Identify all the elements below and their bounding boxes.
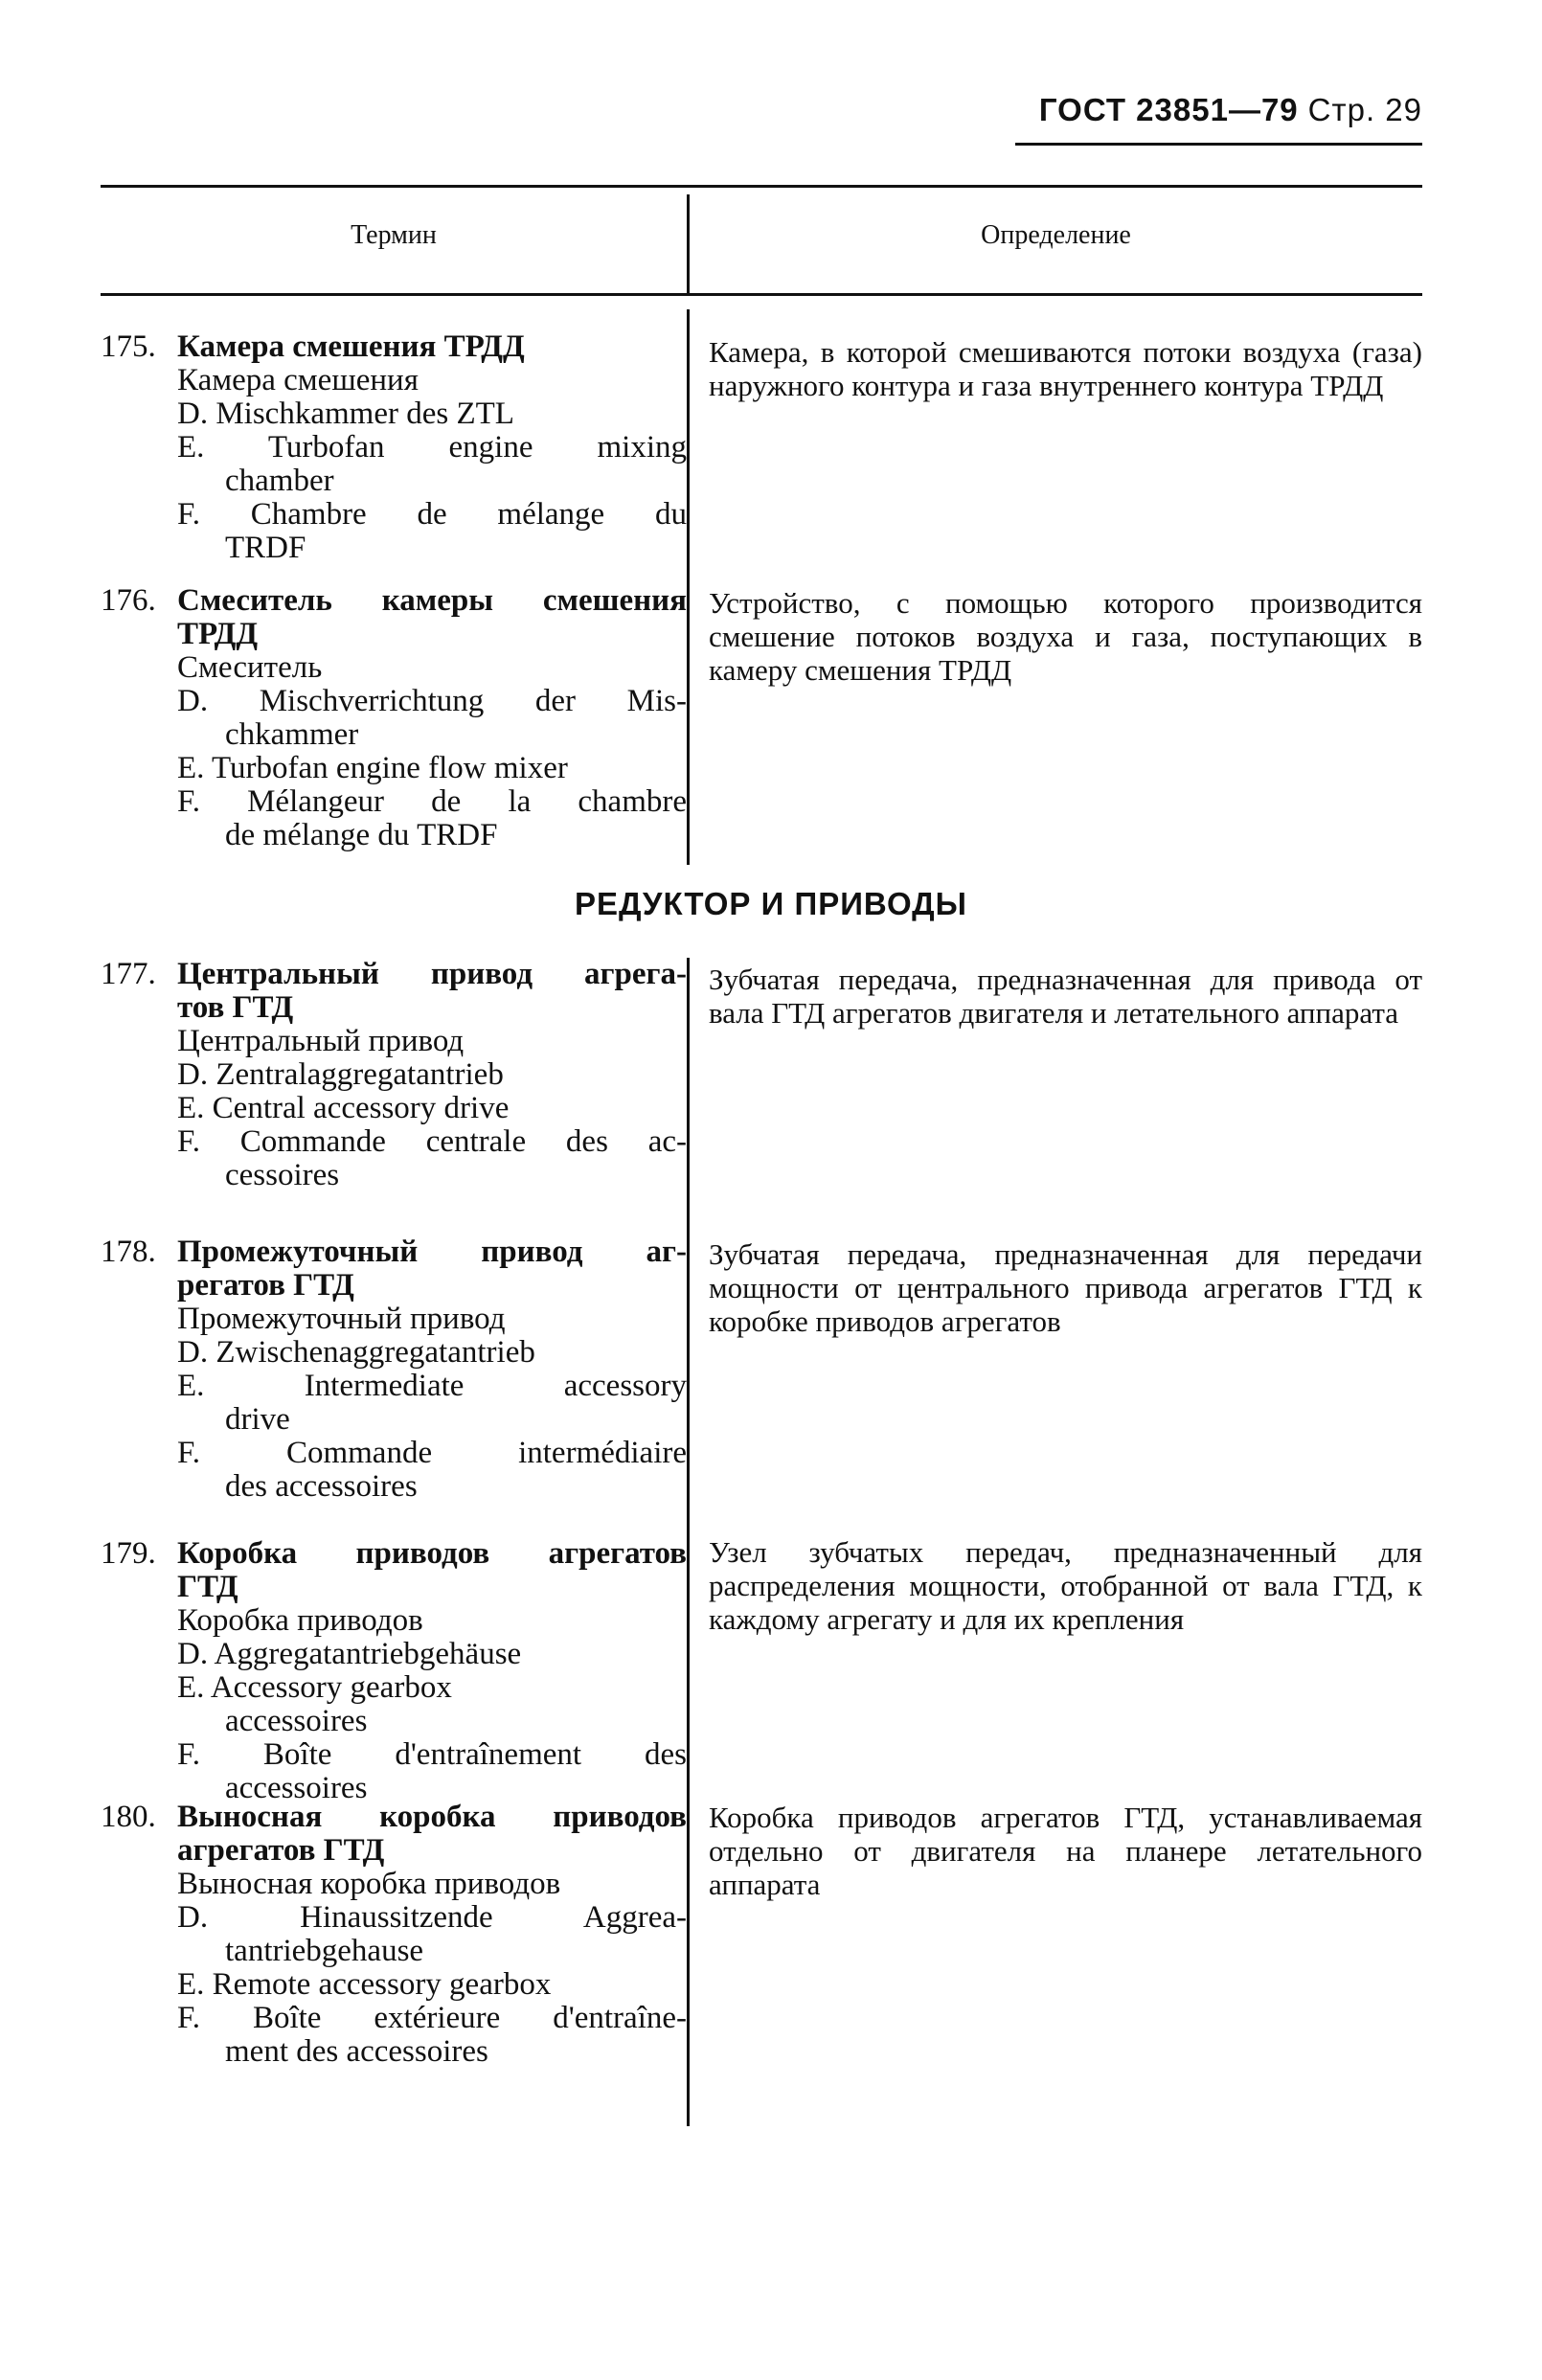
term-french: F. Commande centrale des ac- xyxy=(177,1124,687,1159)
term-french-cont: TRDF xyxy=(225,531,306,565)
term-french: F. Boîte d'entraînement des xyxy=(177,1737,687,1772)
term-english-cont: drive xyxy=(225,1402,290,1437)
term-short: Выносная коробка приводов xyxy=(177,1867,561,1901)
term-english: E. Intermediate accessory xyxy=(177,1369,687,1403)
entry-number: 178. xyxy=(101,1235,156,1269)
term-entry xyxy=(101,330,687,565)
entry-number: 180. xyxy=(101,1800,156,1834)
term-french-cont: des accessoires xyxy=(225,1469,418,1504)
term-definition: Коробка приводов агрегатов ГТД, устанавливаемая отдельно от двигателя на планере летательного аппарата xyxy=(709,1801,1422,1901)
term-short: Камера смешения xyxy=(177,363,419,397)
term-french: F. Commande intermédiaire xyxy=(177,1436,687,1470)
term-entry xyxy=(101,584,687,852)
term-entry xyxy=(101,1235,687,1504)
term-french-cont: de mélange du TRDF xyxy=(225,818,498,852)
term-english: E. Turbofan engine flow mixer xyxy=(177,751,568,785)
term-definition: Зубчатая передача, предназначенная для передачи мощности от центрального привода агрегатов ГТД к коробке приводов агрегатов xyxy=(709,1237,1422,1338)
term-title: Центральный привод агрега- xyxy=(177,957,687,991)
term-german: D. Mischkammer des ZTL xyxy=(177,397,514,431)
entry-number: 179. xyxy=(101,1536,156,1571)
entry-number: 177. xyxy=(101,957,156,991)
term-french: F. Boîte extérieure d'entraîne- xyxy=(177,2001,687,2035)
term-english-cont: accessoires xyxy=(225,1704,368,1738)
term-title-cont: тов ГТД xyxy=(177,990,294,1025)
term-title-cont: агрегатов ГТД xyxy=(177,1833,385,1868)
term-english: E. Central accessory drive xyxy=(177,1091,510,1125)
term-title: Выносная коробка приводов xyxy=(177,1800,687,1834)
term-title-cont: ГТД xyxy=(177,1570,238,1604)
term-german: D. Hinaussitzende Aggrea- xyxy=(177,1900,687,1935)
term-title-cont: регатов ГТД xyxy=(177,1268,354,1303)
term-german-cont: tantriebgehause xyxy=(225,1934,424,1968)
term-entry xyxy=(101,1801,687,2069)
column-divider-top xyxy=(687,309,690,865)
term-german: D. Zentralaggregatantrieb xyxy=(177,1057,504,1092)
term-definition: Зубчатая передача, предназначенная для привода от вала ГТД агрегатов двигателя и летательного аппарата xyxy=(709,963,1422,1030)
term-french: F. Chambre de mélange du xyxy=(177,497,687,532)
term-english: E. Accessory gearbox xyxy=(177,1670,452,1705)
term-german: D. Mischverrichtung der Mis- xyxy=(177,684,687,718)
section-title: РЕДУКТОР И ПРИВОДЫ xyxy=(574,886,967,921)
document-code: ГОСТ 23851—79 xyxy=(1038,92,1299,127)
term-english: E. Turbofan engine mixing xyxy=(177,430,687,465)
table-top-rule xyxy=(101,185,1422,188)
term-definition: Камера, в которой смешиваются потоки воздуха (газа) наружного контура и газа внутреннего контура ТРДД xyxy=(709,335,1422,402)
term-title: Камера смешения ТРДД xyxy=(177,329,525,364)
term-english: E. Remote accessory gearbox xyxy=(177,1967,552,2002)
term-french-cont: ment des accessoires xyxy=(225,2034,488,2069)
term-title-cont: ТРДД xyxy=(177,617,259,651)
entry-number: 175. xyxy=(101,329,156,364)
term-french: F. Mélangeur de la chambre xyxy=(177,784,687,819)
term-french-cont: accessoires xyxy=(225,1771,368,1805)
term-german-cont: chkammer xyxy=(225,717,359,752)
term-german: D. Aggregatantriebgehäuse xyxy=(177,1637,522,1671)
page-header xyxy=(1039,92,1422,128)
header-rule xyxy=(1015,143,1422,146)
term-title: Промежуточный привод аг- xyxy=(177,1235,687,1269)
column-divider-bottom xyxy=(687,958,690,2126)
term-short: Промежуточный привод xyxy=(177,1302,506,1336)
term-definition: Узел зубчатых передач, предназначенный для распределения мощности, отобранной от вала ГТД, к каждому агрегату и для их крепления xyxy=(709,1535,1422,1636)
page-number: Стр. 29 xyxy=(1307,92,1422,127)
term-german: D. Zwischenaggregatantrieb xyxy=(177,1335,535,1370)
term-french-cont: cessoires xyxy=(225,1158,340,1192)
term-short: Коробка приводов xyxy=(177,1603,423,1638)
table-header-rule xyxy=(101,293,1422,296)
term-entry xyxy=(101,1537,687,1805)
entry-number: 176. xyxy=(101,583,156,618)
term-title: Смеситель камеры смешения xyxy=(177,583,687,618)
term-definition: Устройство, с помощью которого производится смешение потоков воздуха и газа, поступающих в камеру смешения ТРДД xyxy=(709,586,1422,687)
term-short: Центральный привод xyxy=(177,1024,465,1058)
term-english-cont: chamber xyxy=(225,464,334,498)
column-header-term: Термин xyxy=(351,220,437,250)
column-header-definition: Определение xyxy=(981,220,1131,250)
term-title: Коробка приводов агрегатов xyxy=(177,1536,687,1571)
term-short: Смеситель xyxy=(177,650,323,685)
term-entry xyxy=(101,958,687,1192)
